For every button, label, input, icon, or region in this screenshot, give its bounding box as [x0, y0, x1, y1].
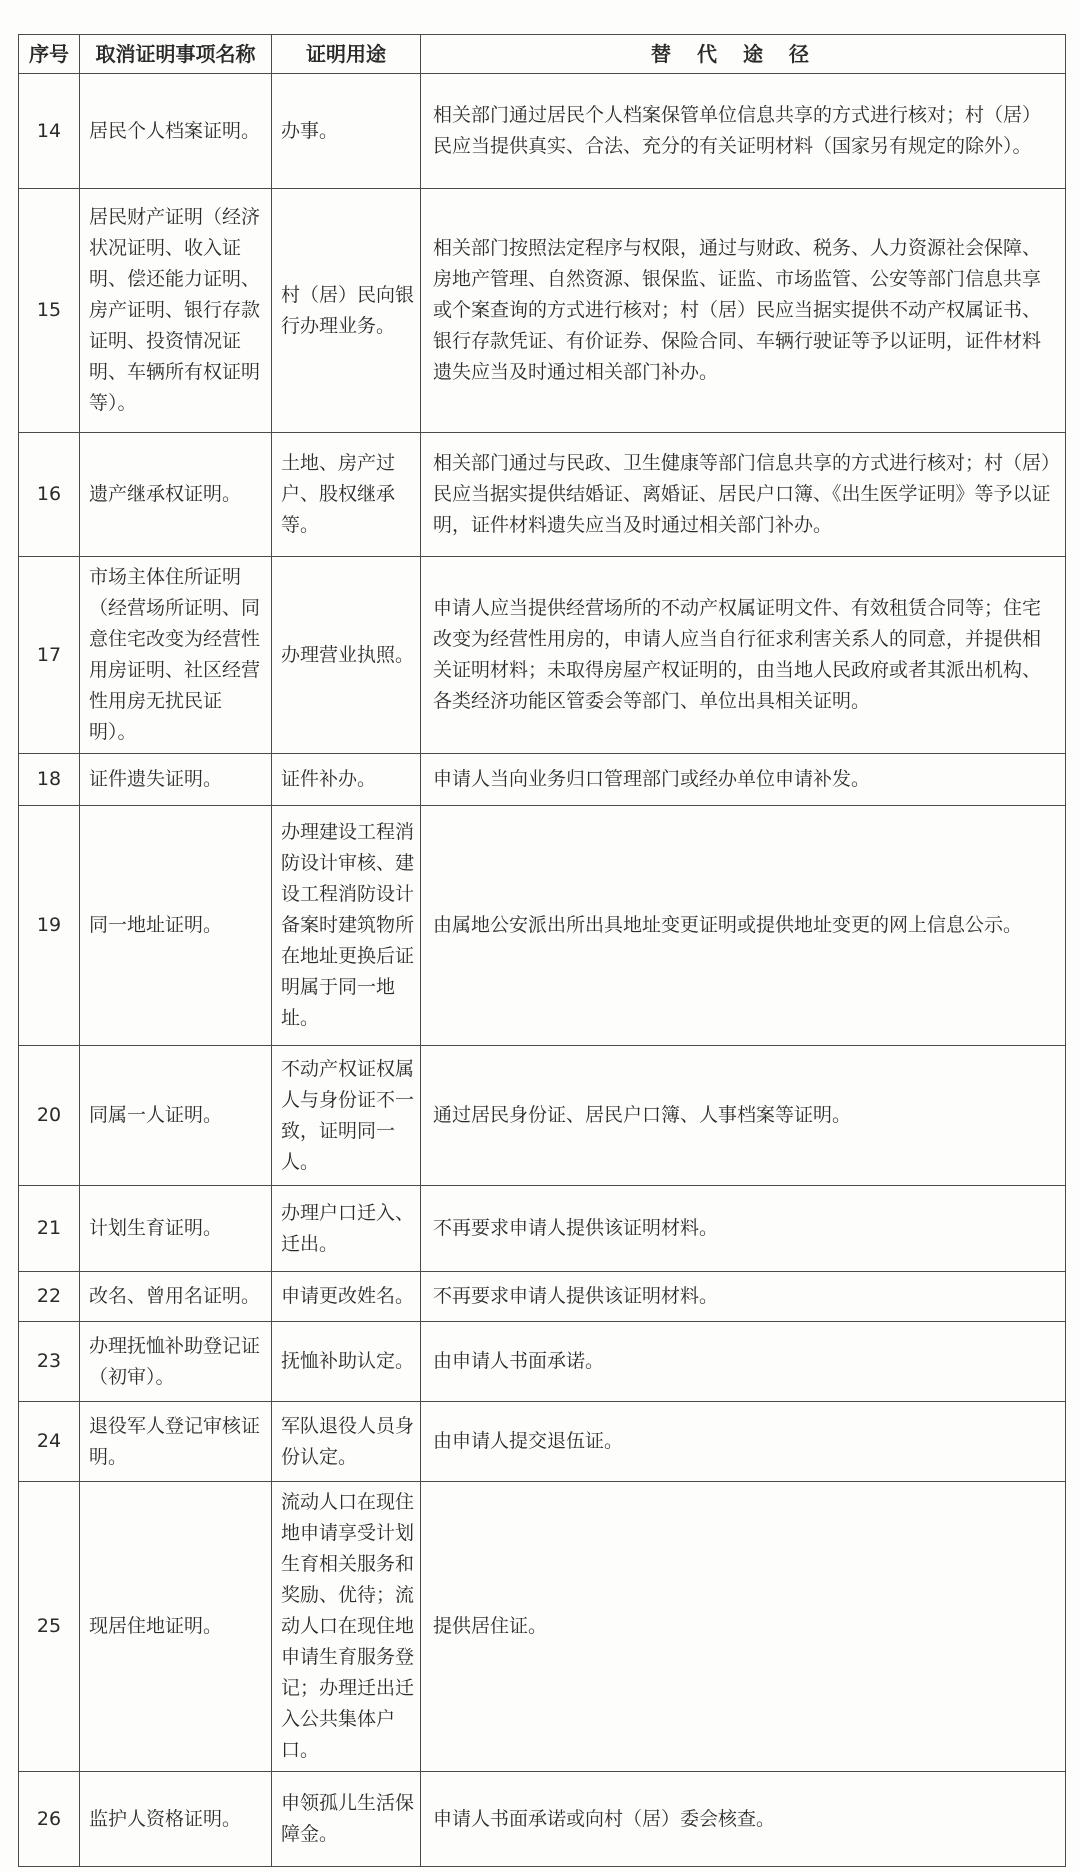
- row-proof-use: 军队退役人员身份认定。: [272, 1402, 421, 1482]
- row-item-name: 监护人资格证明。: [80, 1772, 272, 1867]
- table-row: [19, 1046, 1066, 1186]
- row-proof-use: 流动人口在现住地申请享受计划生育相关服务和奖励、优待；流动人口在现住地申请生育服务登记；办理迁出迁入公共集体户口。: [272, 1482, 421, 1772]
- row-proof-use: 证件补办。: [272, 754, 421, 806]
- row-number: 25: [19, 1482, 80, 1772]
- table-row: [19, 1322, 1066, 1402]
- row-proof-use: 抚恤补助认定。: [272, 1322, 421, 1402]
- row-proof-use: 不动产权证权属人与身份证不一致，证明同一人。: [272, 1046, 421, 1186]
- table-row: [19, 557, 1066, 754]
- row-alternative: 相关部门按照法定程序与权限，通过与财政、税务、人力资源社会保障、房地产管理、自然资源、银保监、证监、市场监管、公安等部门信息共享或个案查询的方式进行核对；村（居）民应当据实提供不动产权属证书、银行存款凭证、有价证券、保险合同、车辆行驶证等予以证明，证件材料遗失应当及时通过相关部门补办。: [421, 189, 1066, 433]
- row-number: 22: [19, 1272, 80, 1322]
- row-number: 20: [19, 1046, 80, 1186]
- row-proof-use: 申请更改姓名。: [272, 1272, 421, 1322]
- table-row: [19, 74, 1066, 189]
- row-item-name: 办理抚恤补助登记证（初审）。: [80, 1322, 272, 1402]
- row-proof-use: 申领孤儿生活保障金。: [272, 1772, 421, 1867]
- row-item-name: 改名、曾用名证明。: [80, 1272, 272, 1322]
- row-alternative: 由申请人提交退伍证。: [421, 1402, 1066, 1482]
- row-alternative: 申请人当向业务归口管理部门或经办单位申请补发。: [421, 754, 1066, 806]
- row-item-name: 市场主体住所证明（经营场所证明、同意住宅改变为经营性用房证明、社区经营性用房无扰民证明）。: [80, 557, 272, 754]
- row-number: 18: [19, 754, 80, 806]
- header-proof-use: 证明用途: [272, 35, 421, 74]
- row-number: 21: [19, 1186, 80, 1272]
- row-proof-use: 村（居）民向银行办理业务。: [272, 189, 421, 433]
- row-number: 17: [19, 557, 80, 754]
- table-row: [19, 1186, 1066, 1272]
- row-item-name: 计划生育证明。: [80, 1186, 272, 1272]
- row-alternative: 申请人书面承诺或向村（居）委会核查。: [421, 1772, 1066, 1867]
- row-proof-use: 土地、房产过户、股权继承等。: [272, 433, 421, 557]
- table-row: [19, 433, 1066, 557]
- row-item-name: 现居住地证明。: [80, 1482, 272, 1772]
- row-proof-use: 办理建设工程消防设计审核、建设工程消防设计备案时建筑物所在地址更换后证明属于同一地址。: [272, 806, 421, 1046]
- row-number: 16: [19, 433, 80, 557]
- row-item-name: 证件遗失证明。: [80, 754, 272, 806]
- row-alternative: 申请人应当提供经营场所的不动产权属证明文件、有效租赁合同等；住宅改变为经营性用房的，申请人应当自行征求利害关系人的同意，并提供相关证明材料；未取得房屋产权证明的，由当地人民政府或者其派出机构、各类经济功能区管委会等部门、单位出具相关证明。: [421, 557, 1066, 754]
- row-number: 23: [19, 1322, 80, 1402]
- header-serial-number: 序号: [19, 35, 80, 74]
- row-alternative: 相关部门通过居民个人档案保管单位信息共享的方式进行核对；村（居）民应当提供真实、合法、充分的有关证明材料（国家另有规定的除外）。: [421, 74, 1066, 189]
- row-alternative: 不再要求申请人提供该证明材料。: [421, 1186, 1066, 1272]
- row-number: 26: [19, 1772, 80, 1867]
- table-row: [19, 806, 1066, 1046]
- row-alternative: 提供居住证。: [421, 1482, 1066, 1772]
- row-number: 24: [19, 1402, 80, 1482]
- proof-items-table: [18, 34, 1066, 1867]
- header-item-name: 取消证明事项名称: [80, 35, 272, 74]
- row-item-name: 居民个人档案证明。: [80, 74, 272, 189]
- row-item-name: 同一地址证明。: [80, 806, 272, 1046]
- row-alternative: 不再要求申请人提供该证明材料。: [421, 1272, 1066, 1322]
- row-item-name: 遗产继承权证明。: [80, 433, 272, 557]
- row-item-name: 居民财产证明（经济状况证明、收入证明、偿还能力证明、房产证明、银行存款证明、投资情况证明、车辆所有权证明等）。: [80, 189, 272, 433]
- row-item-name: 同属一人证明。: [80, 1046, 272, 1186]
- table-header-row: [19, 35, 1066, 74]
- row-proof-use: 办理营业执照。: [272, 557, 421, 754]
- row-alternative: 由申请人书面承诺。: [421, 1322, 1066, 1402]
- table-row: [19, 1402, 1066, 1482]
- table-row: [19, 189, 1066, 433]
- table-row: [19, 754, 1066, 806]
- row-alternative: 通过居民身份证、居民户口簿、人事档案等证明。: [421, 1046, 1066, 1186]
- row-item-name: 退役军人登记审核证明。: [80, 1402, 272, 1482]
- header-alternative-way: 替代途径: [421, 35, 1066, 74]
- row-number: 14: [19, 74, 80, 189]
- table-row: [19, 1272, 1066, 1322]
- row-proof-use: 办事。: [272, 74, 421, 189]
- row-alternative: 相关部门通过与民政、卫生健康等部门信息共享的方式进行核对；村（居）民应当据实提供结婚证、离婚证、居民户口簿、《出生医学证明》等予以证明，证件材料遗失应当及时通过相关部门补办。: [421, 433, 1066, 557]
- table-row: [19, 1772, 1066, 1867]
- row-number: 19: [19, 806, 80, 1046]
- row-alternative: 由属地公安派出所出具地址变更证明或提供地址变更的网上信息公示。: [421, 806, 1066, 1046]
- row-proof-use: 办理户口迁入、迁出。: [272, 1186, 421, 1272]
- table-row: [19, 1482, 1066, 1772]
- row-number: 15: [19, 189, 80, 433]
